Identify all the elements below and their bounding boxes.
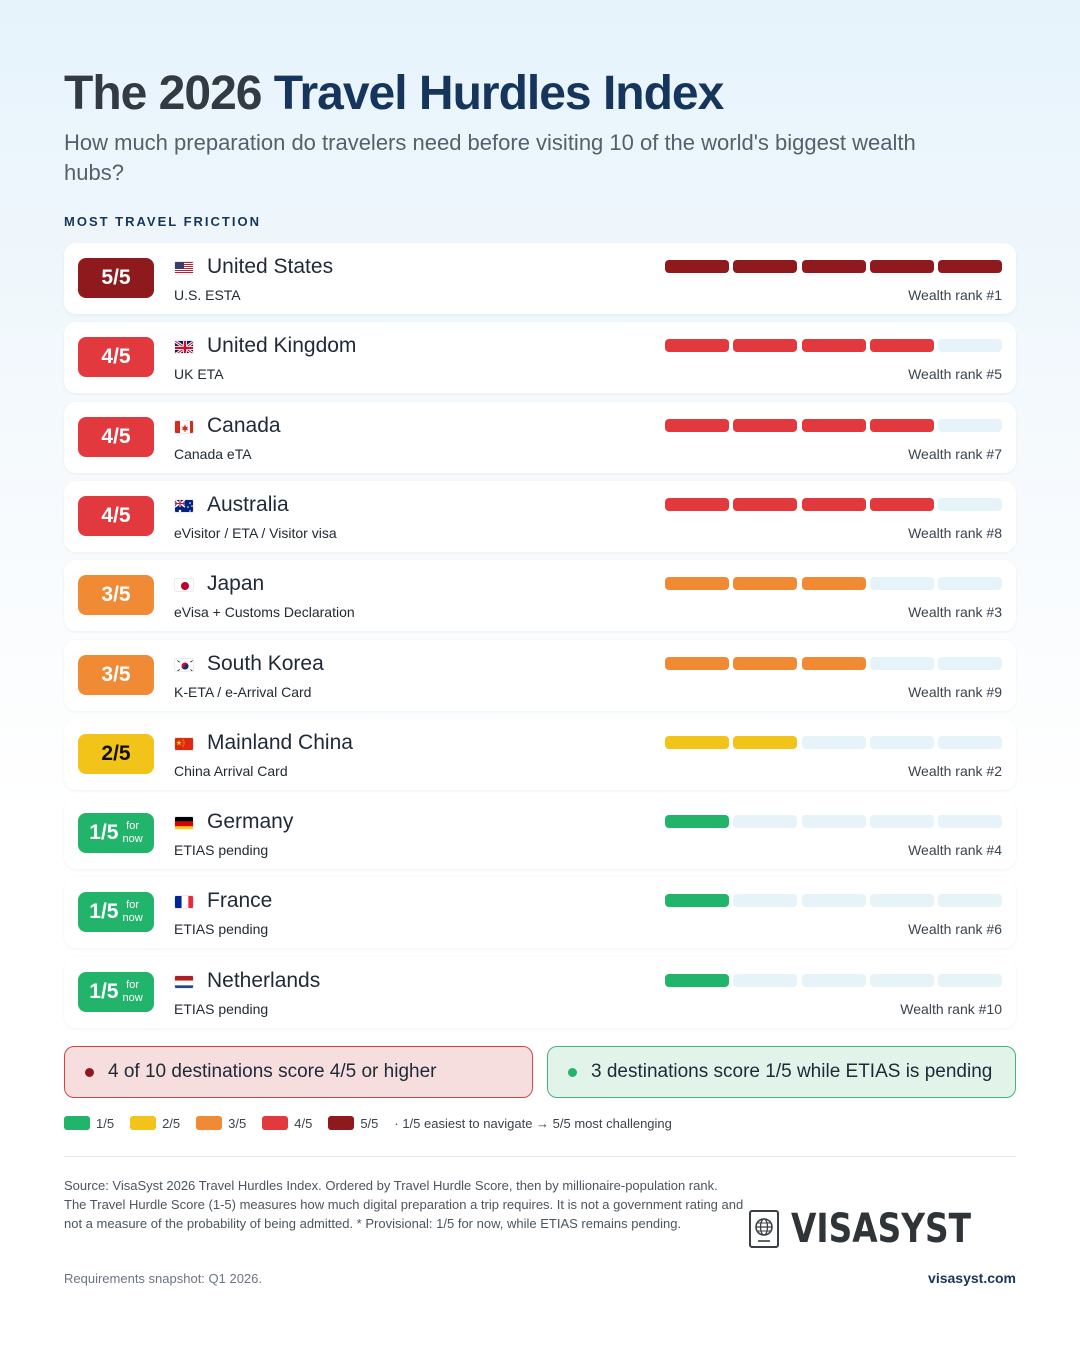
legend-item — [130, 1116, 180, 1131]
country-name: France — [207, 889, 273, 913]
score-segment-filled — [802, 419, 866, 432]
france-flag-icon — [174, 895, 194, 909]
legend-label: 5/5 — [360, 1115, 379, 1131]
score-badge — [78, 417, 154, 457]
legend-swatch — [130, 1116, 156, 1130]
score-badge — [78, 496, 154, 536]
legend-swatch — [196, 1116, 222, 1130]
score-bar-track — [665, 657, 1002, 670]
page-title — [64, 66, 723, 121]
score-label: 1/5 — [89, 979, 119, 1003]
wealth-rank: Wealth rank #7 — [908, 445, 1002, 462]
requirement-text: ETIAS pending — [174, 921, 269, 938]
requirement-text: ETIAS pending — [174, 842, 269, 859]
country-row — [64, 957, 1016, 1028]
score-segment-filled — [733, 577, 797, 590]
country-row — [64, 402, 1016, 473]
score-segment-empty — [870, 894, 934, 907]
score-segment-filled — [938, 260, 1002, 273]
country-row — [64, 322, 1016, 393]
provisional-note — [123, 820, 143, 846]
score-label: 2/5 — [101, 741, 131, 765]
wealth-rank: Wealth rank #4 — [908, 842, 1002, 859]
score-bar-track — [665, 894, 1002, 907]
callout-high-scores — [64, 1046, 533, 1098]
score-segment-filled — [665, 498, 729, 511]
score-segment-empty — [870, 657, 934, 670]
score-bar-track — [665, 974, 1002, 987]
wealth-rank: Wealth rank #9 — [908, 683, 1002, 700]
legend-label: 3/5 — [228, 1115, 247, 1131]
score-bar-track — [665, 736, 1002, 749]
brand-logo — [749, 1206, 1010, 1252]
score-segment-filled — [870, 419, 934, 432]
score-segment-empty — [938, 815, 1002, 828]
wealth-rank: Wealth rank #1 — [908, 287, 1002, 303]
score-segment-empty — [733, 894, 797, 907]
china-flag-icon — [174, 737, 194, 751]
requirement-text: U.S. ESTA — [174, 287, 241, 303]
australia-flag-icon — [174, 499, 194, 513]
score-segment-empty — [938, 894, 1002, 907]
score-label: 3/5 — [101, 662, 131, 686]
definition-text: The Travel Hurdle Score (1-5) measures how much digital preparation a trip requires. It is not a government rating and not a measure of the probability of being admitted. * Provisional: 1/5 for now, while ETIAS remains pending. — [64, 1197, 744, 1231]
score-segment-filled — [733, 260, 797, 273]
score-badge — [78, 972, 154, 1012]
provisional-bottom: now — [122, 833, 143, 846]
score-segment-empty — [938, 419, 1002, 432]
score-segment-filled — [802, 657, 866, 670]
source-text: Source: VisaSyst 2026 Travel Hurdles Index. Ordered by Travel Hurdle Score, then by millionaire-population rank. — [64, 1178, 718, 1193]
score-segment-filled — [665, 577, 729, 590]
country-name: Australia — [207, 492, 289, 516]
country-name: Canada — [207, 413, 281, 437]
legend-note: · 1/5 easiest to navigate → 5/5 most challenging — [394, 1115, 672, 1131]
score-bar-track — [665, 577, 1002, 590]
country-row — [64, 481, 1016, 552]
germany-flag-icon — [174, 816, 194, 830]
score-segment-filled — [733, 657, 797, 670]
country-row — [64, 560, 1016, 631]
score-segment-empty — [938, 498, 1002, 511]
legend — [64, 1114, 672, 1132]
country-row — [64, 719, 1016, 790]
score-segment-filled — [665, 815, 729, 828]
score-segment-empty — [938, 736, 1002, 749]
legend-label: 4/5 — [294, 1115, 313, 1131]
score-segment-filled — [802, 498, 866, 511]
score-segment-filled — [802, 577, 866, 590]
netherlands-flag-icon — [174, 975, 194, 989]
score-bar-track — [665, 419, 1002, 432]
wealth-rank: Wealth rank #6 — [908, 921, 1002, 938]
score-segment-empty — [870, 815, 934, 828]
callout-dot — [568, 1068, 577, 1077]
score-segment-filled — [665, 260, 729, 273]
score-segment-empty — [733, 815, 797, 828]
provisional-bottom: now — [122, 912, 143, 925]
wealth-rank: Wealth rank #5 — [908, 366, 1002, 383]
provisional-top: for — [126, 899, 140, 912]
score-label: 4/5 — [101, 424, 131, 448]
score-segment-empty — [802, 736, 866, 749]
provisional-note — [123, 979, 143, 1005]
score-segment-empty — [870, 736, 934, 749]
callout-high-text: 4 of 10 destinations score 4/5 or higher — [108, 1061, 437, 1082]
provisional-note — [123, 899, 143, 925]
score-badge — [78, 892, 154, 932]
score-badge — [78, 655, 154, 695]
score-segment-filled — [870, 260, 934, 273]
score-segment-empty — [802, 974, 866, 987]
score-segment-filled — [733, 339, 797, 352]
requirement-text: UK ETA — [174, 366, 224, 383]
score-segment-empty — [802, 815, 866, 828]
score-segment-filled — [802, 260, 866, 273]
score-label: 1/5 — [89, 900, 119, 924]
score-badge — [78, 813, 154, 853]
canada-flag-icon — [174, 420, 194, 434]
score-badge — [78, 337, 154, 377]
legend-swatch — [262, 1116, 288, 1130]
score-segment-empty — [938, 657, 1002, 670]
score-label: 4/5 — [101, 503, 131, 527]
legend-item — [64, 1116, 114, 1131]
score-segment-filled — [870, 339, 934, 352]
infographic — [64, 0, 1016, 1352]
score-segment-empty — [938, 974, 1002, 987]
section-label: MOST TRAVEL FRICTION — [64, 214, 261, 229]
wealth-rank: Wealth rank #10 — [900, 1000, 1002, 1017]
score-segment-filled — [665, 894, 729, 907]
legend-item — [262, 1116, 312, 1131]
score-bar-track — [665, 815, 1002, 828]
title-prefix: The 2026 — [64, 67, 274, 120]
score-segment-empty — [870, 974, 934, 987]
score-label: 3/5 — [101, 583, 131, 607]
callout-low-scores — [547, 1046, 1016, 1098]
wealth-rank: Wealth rank #8 — [908, 524, 1002, 541]
country-row — [64, 243, 1016, 314]
country-name: United Kingdom — [207, 334, 357, 358]
score-bar-track — [665, 260, 1002, 273]
brand-name: VISASYST — [790, 1206, 971, 1252]
score-label: 1/5 — [89, 821, 119, 845]
score-segment-filled — [733, 419, 797, 432]
country-name: Netherlands — [207, 968, 321, 992]
requirement-text: K-ETA / e-Arrival Card — [174, 683, 312, 700]
score-badge — [78, 575, 154, 615]
score-badge — [78, 734, 154, 774]
score-segment-filled — [733, 498, 797, 511]
score-segment-empty — [938, 339, 1002, 352]
country-row — [64, 640, 1016, 711]
passport-globe-icon — [749, 1210, 779, 1248]
legend-label: 2/5 — [162, 1115, 181, 1131]
legend-swatch — [64, 1116, 90, 1130]
country-row — [64, 798, 1016, 869]
website-link[interactable]: visasyst.com — [928, 1270, 1016, 1286]
subtitle: How much preparation do travelers need before visiting 10 of the world's biggest wealth hubs? — [64, 130, 916, 185]
score-segment-filled — [870, 498, 934, 511]
requirement-text: ETIAS pending — [174, 1000, 269, 1017]
country-name: United States — [207, 255, 334, 278]
score-segment-filled — [665, 419, 729, 432]
provisional-top: for — [126, 820, 140, 833]
score-segment-filled — [665, 339, 729, 352]
source-notes — [64, 1176, 744, 1233]
score-bar-track — [665, 498, 1002, 511]
requirement-text: eVisitor / ETA / Visitor visa — [174, 524, 337, 541]
callout-dot — [85, 1068, 94, 1077]
country-name: Germany — [207, 810, 294, 834]
country-name: Japan — [207, 572, 265, 596]
country-name: South Korea — [207, 651, 324, 675]
score-segment-filled — [665, 736, 729, 749]
score-bar-track — [665, 339, 1002, 352]
score-label: 5/5 — [101, 266, 131, 289]
score-segment-filled — [665, 657, 729, 670]
requirement-text: Canada eTA — [174, 445, 252, 462]
us-flag-icon — [174, 261, 194, 275]
score-segment-filled — [733, 736, 797, 749]
score-segment-empty — [870, 577, 934, 590]
score-segment-filled — [665, 974, 729, 987]
country-name: Mainland China — [207, 730, 353, 754]
score-segment-empty — [802, 894, 866, 907]
requirement-text: China Arrival Card — [174, 762, 288, 779]
snapshot-text: Requirements snapshot: Q1 2026. — [64, 1271, 263, 1286]
score-badge — [78, 258, 154, 298]
legend-item — [196, 1116, 246, 1131]
wealth-rank: Wealth rank #3 — [908, 604, 1002, 621]
legend-swatch — [328, 1116, 354, 1130]
uk-flag-icon — [174, 340, 194, 354]
japan-flag-icon — [174, 578, 194, 592]
provisional-top: for — [126, 978, 140, 991]
callout-low-text: 3 destinations score 1/5 while ETIAS is pending — [591, 1061, 993, 1082]
score-segment-empty — [733, 974, 797, 987]
requirement-text: eVisa + Customs Declaration — [174, 604, 355, 621]
title-accent: Travel Hurdles Index — [273, 67, 724, 120]
score-segment-filled — [802, 339, 866, 352]
provisional-bottom: now — [122, 991, 143, 1004]
south-korea-flag-icon — [174, 658, 194, 672]
score-segment-empty — [938, 577, 1002, 590]
legend-item — [328, 1116, 378, 1131]
country-row — [64, 877, 1016, 948]
divider — [64, 1156, 1016, 1157]
legend-label: 1/5 — [96, 1115, 115, 1131]
wealth-rank: Wealth rank #2 — [908, 762, 1002, 779]
score-label: 4/5 — [101, 345, 131, 369]
